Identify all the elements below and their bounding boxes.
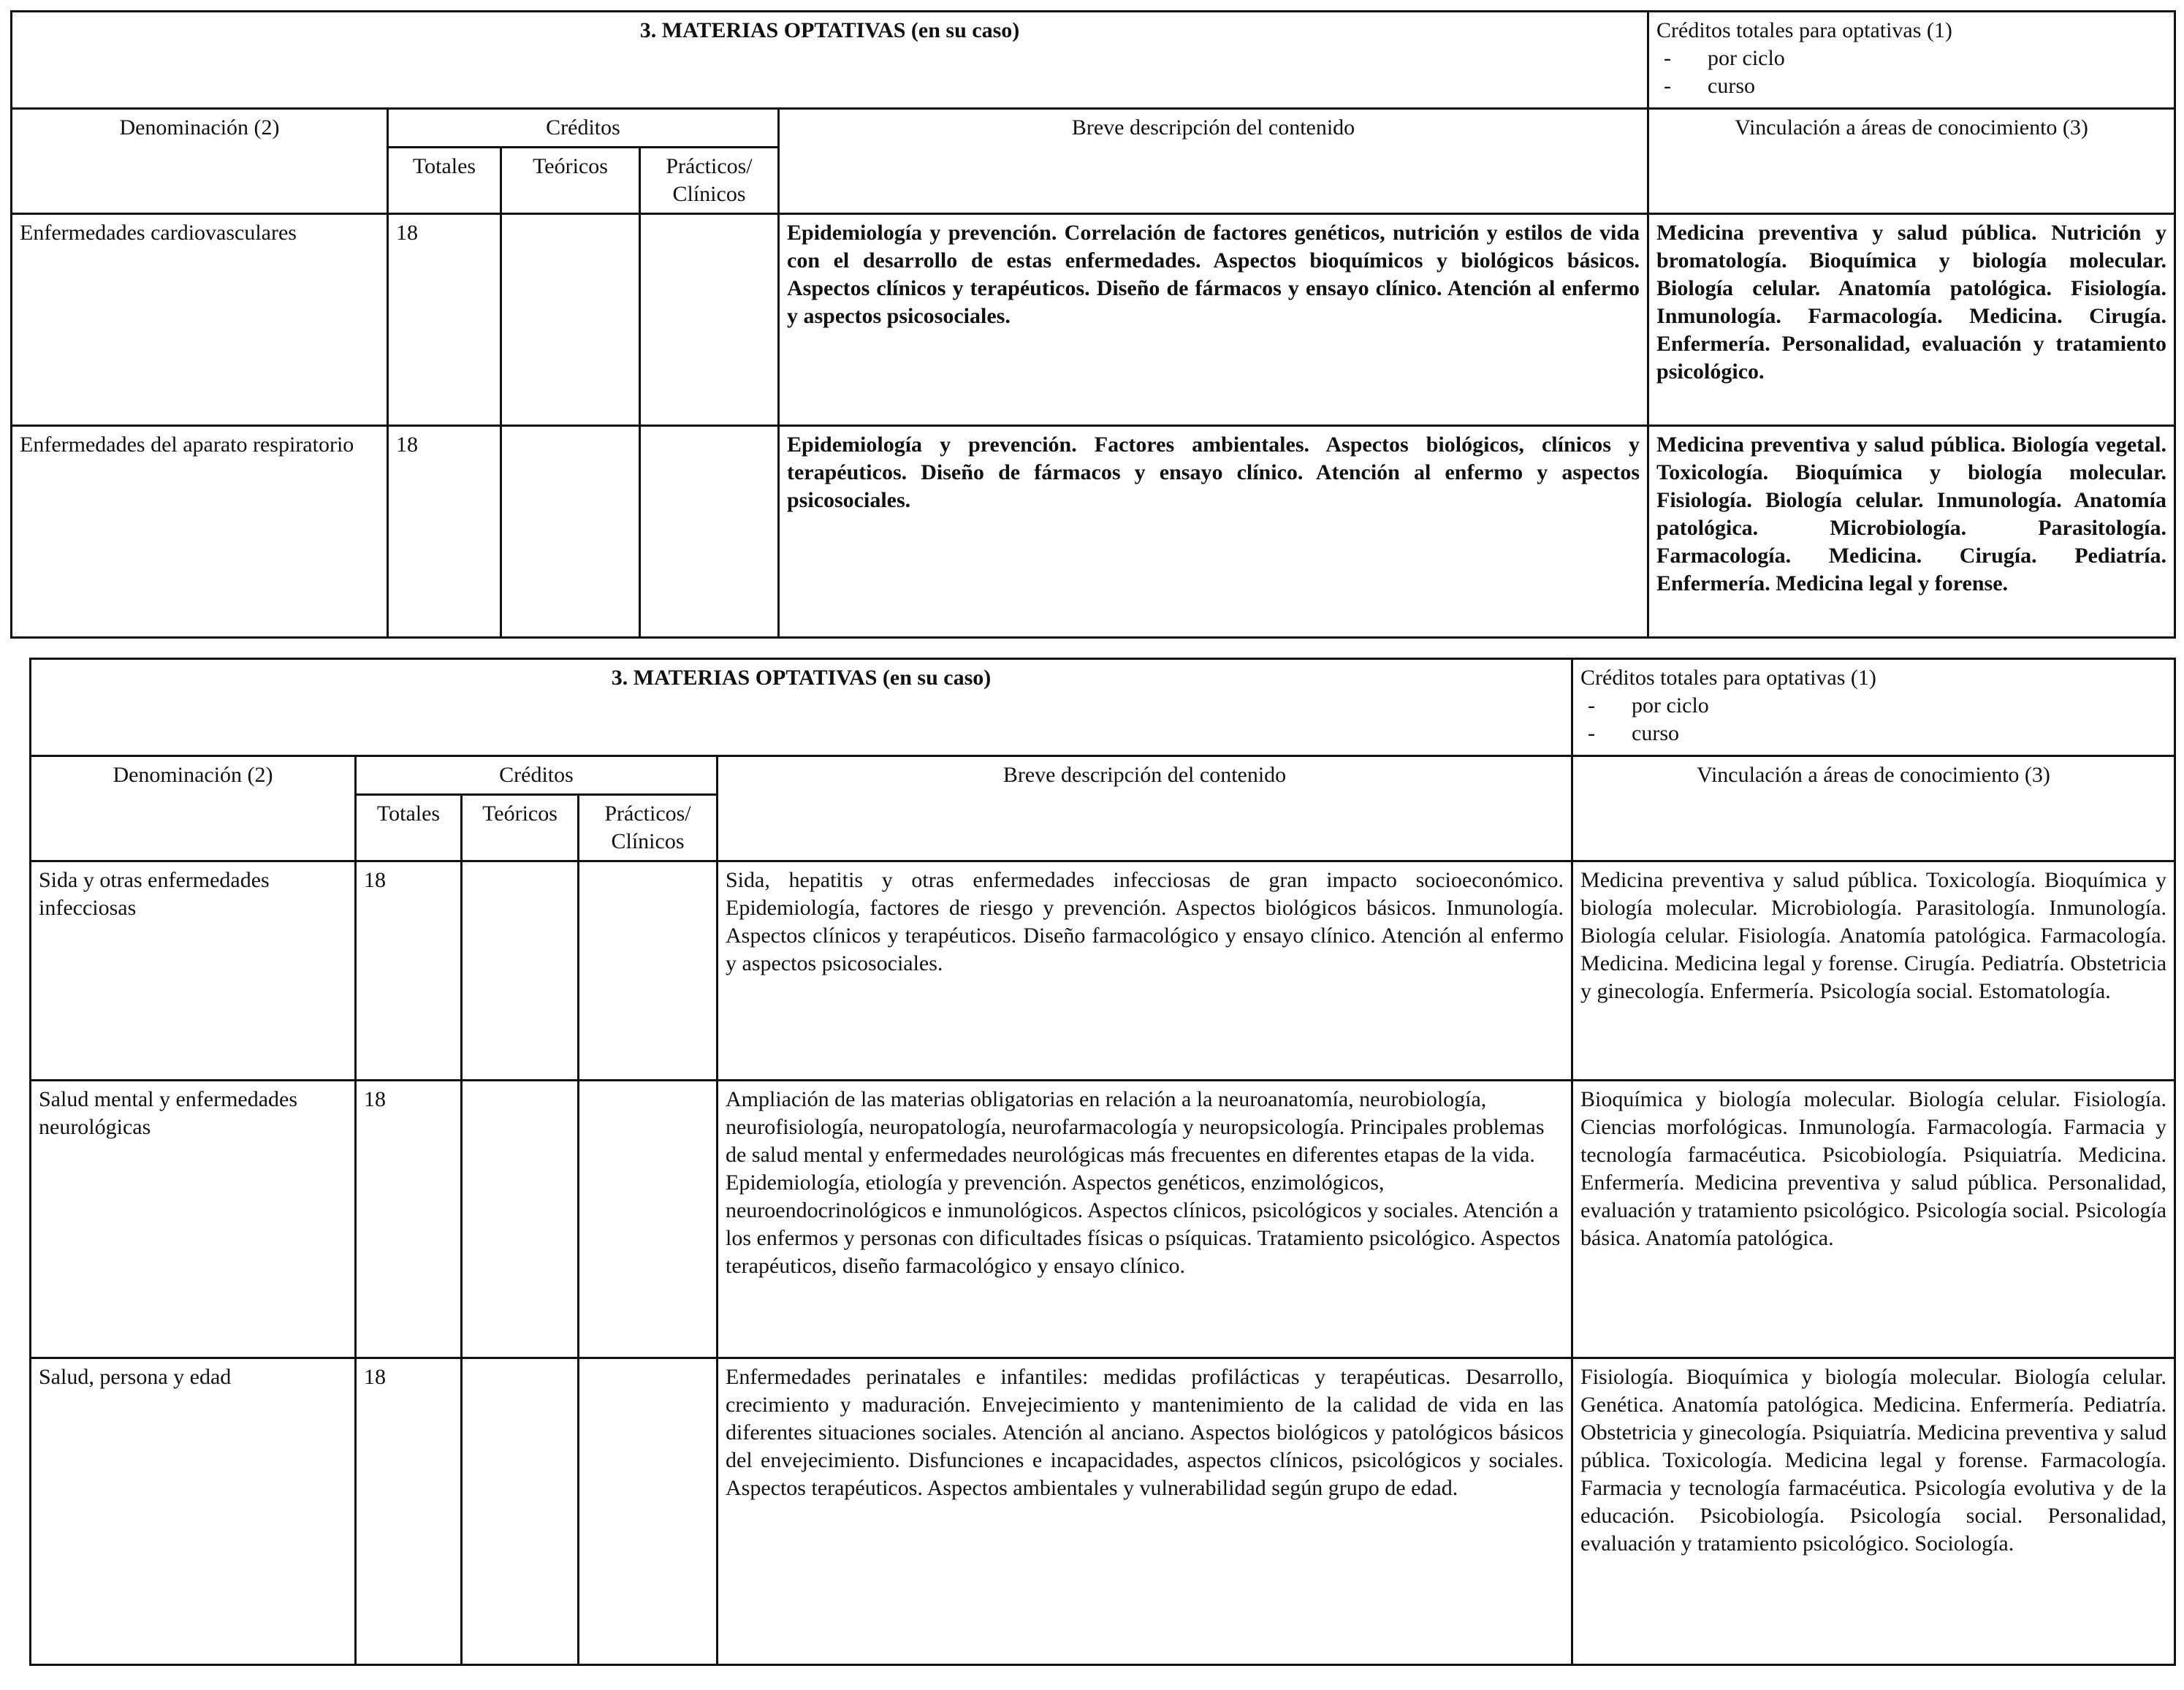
cell-teoricos xyxy=(462,861,579,1081)
header-practicos: Prácticos/ Clínicos xyxy=(640,148,779,214)
header-totales: Totales xyxy=(356,795,462,861)
cell-denominacion: Enfermedades del aparato respiratorio xyxy=(12,426,388,638)
cell-teoricos xyxy=(501,214,640,426)
table-row xyxy=(31,1358,2175,1665)
header-totales: Totales xyxy=(388,148,501,214)
cell-descripcion: Enfermedades perinatales e infantiles: medidas profilácticas y terapéuticas. Desarrollo, crecimiento y maduración. Envejecimiento y mantenimiento de la calidad de vida en las diferentes situaciones sociales. Atención al anciano. Aspectos biológicos y patológicos básicos del envejecimiento. Disfunciones e incapacidades, aspectos clínicos, psicológicos y sociales. Aspectos terapéuticos. Aspectos ambientales y vulnerabilidad según grupo de edad. xyxy=(718,1358,1572,1665)
cell-vinculacion: Medicina preventiva y salud pública. Nutrición y bromatología. Bioquímica y biología molecular. Biología celular. Anatomía patológica. Fisiología. Inmunología. Farmacología. Medicina. Cirugía. Enfermería. Personalidad, evaluación y tratamiento psicológico. xyxy=(1648,214,2175,426)
cell-denominacion: Salud mental y enfermedades neurológicas xyxy=(31,1081,356,1358)
cell-practicos xyxy=(579,1358,718,1665)
cell-descripcion: Ampliación de las materias obligatorias en relación a la neuroanatomía, neurobiología, neurofisiología, neuropatología, neurofarmacología y neuropsicología. Principales problemas de salud mental y enfermedades neurológicas más frecuentes en diferentes etapas de la vida. Epidemiología, etiología y prevención. Aspectos genéticos, enzimológicos, neuroendocrinológicos e inmunológicos. Aspectos clínicos, psicológicos y sociales. Atención a los enfermos y personas con dificultades físicas o psíquicas. Tratamiento psicológico. Aspectos terapéuticos, diseño farmacológico y ensayo clínico. xyxy=(718,1081,1572,1358)
cell-descripcion: Epidemiología y prevención. Factores ambientales. Aspectos biológicos, clínicos y terapéuticos. Diseño de fármacos y ensayo clínico. Atención al enfermo y aspectos psicosociales. xyxy=(779,426,1648,638)
cell-teoricos xyxy=(462,1081,579,1358)
optional-subjects-table-2 xyxy=(29,658,2176,1666)
credits-total-label: Créditos totales para optativas (1) xyxy=(1656,18,1952,42)
cell-teoricos xyxy=(501,426,640,638)
cell-vinculacion: Bioquímica y biología molecular. Biología celular. Fisiología. Ciencias morfológicas. Inmunología. Farmacología. Farmacia y tecnología farmacéutica. Psicobiología. Psiquiatría. Medicina. Enfermería. Medicina preventiva y salud pública. Personalidad, evaluación y tratamiento psicológico. Psicología social. Psicología básica. Anatomía patológica. xyxy=(1572,1081,2175,1358)
cell-denominacion: Sida y otras enfermedades infecciosas xyxy=(31,861,356,1081)
cell-totales: 18 xyxy=(356,861,462,1081)
header-practicos: Prácticos/ Clínicos xyxy=(579,795,718,861)
credits-total-item: - por ciclo xyxy=(1664,46,1785,70)
cell-vinculacion: Fisiología. Bioquímica y biología molecular. Biología celular. Genética. Anatomía patológica. Medicina. Enfermería. Pediatría. Obstetricia y ginecología. Psiquiatría. Medicina preventiva y salud pública. Toxicología. Medicina legal y forense. Farmacología. Farmacia y tecnología farmacéutica. Psicología evolutiva y de la educación. Psicobiología. Psicología social. Personalidad, evaluación y tratamiento psicológico. Sociología. xyxy=(1572,1358,2175,1665)
header-teoricos: Teóricos xyxy=(462,795,579,861)
cell-totales: 18 xyxy=(388,426,501,638)
cell-totales: 18 xyxy=(356,1081,462,1358)
cell-vinculacion: Medicina preventiva y salud pública. Toxicología. Bioquímica y biología molecular. Microbiología. Parasitología. Inmunología. Biología celular. Fisiología. Anatomía patológica. Farmacología. Medicina. Medicina legal y forense. Cirugía. Pediatría. Obstetricia y ginecología. Enfermería. Psicología social. Estomatología. xyxy=(1572,861,2175,1081)
header-vinculacion: Vinculación a áreas de conocimiento (3) xyxy=(1648,109,2175,214)
header-descripcion: Breve descripción del contenido xyxy=(718,756,1572,861)
cell-practicos xyxy=(640,214,779,426)
table-title: 3. MATERIAS OPTATIVAS (en su caso) xyxy=(31,659,1572,756)
header-vinculacion: Vinculación a áreas de conocimiento (3) xyxy=(1572,756,2175,861)
credits-total-item: - por ciclo xyxy=(1588,693,1709,718)
table-row xyxy=(12,426,2175,638)
credits-total-label: Créditos totales para optativas (1) xyxy=(1580,666,1876,690)
header-teoricos: Teóricos xyxy=(501,148,640,214)
table-row xyxy=(31,861,2175,1081)
cell-practicos xyxy=(640,426,779,638)
cell-practicos xyxy=(579,861,718,1081)
cell-descripcion: Epidemiología y prevención. Correlación de factores genéticos, nutrición y estilos de vida con el desarrollo de estas enfermedades. Aspectos bioquímicos y biológicos básicos. Aspectos clínicos y terapéuticos. Diseño de fármacos y ensayo clínico. Atención al enfermo y aspectos psicosociales. xyxy=(779,214,1648,426)
cell-denominacion: Salud, persona y edad xyxy=(31,1358,356,1665)
cell-teoricos xyxy=(462,1358,579,1665)
table-row xyxy=(31,1081,2175,1358)
credits-total-box xyxy=(1572,659,2175,756)
cell-practicos xyxy=(579,1081,718,1358)
header-creditos: Créditos xyxy=(388,109,779,148)
optional-subjects-table-1 xyxy=(10,10,2176,639)
credits-total-item: - curso xyxy=(1588,721,1679,745)
credits-total-box xyxy=(1648,12,2175,109)
cell-totales: 18 xyxy=(356,1358,462,1665)
cell-totales: 18 xyxy=(388,214,501,426)
header-denominacion: Denominación (2) xyxy=(12,109,388,214)
cell-denominacion: Enfermedades cardiovasculares xyxy=(12,214,388,426)
header-descripcion: Breve descripción del contenido xyxy=(779,109,1648,214)
cell-vinculacion: Medicina preventiva y salud pública. Biología vegetal. Toxicología. Bioquímica y biología molecular. Fisiología. Biología celular. Inmunología. Anatomía patológica. Microbiología. Parasitología. Farmacología. Medicina. Cirugía. Pediatría. Enfermería. Medicina legal y forense. xyxy=(1648,426,2175,638)
header-creditos: Créditos xyxy=(356,756,718,795)
cell-descripcion: Sida, hepatitis y otras enfermedades infecciosas de gran impacto socioeconómico. Epidemiología, factores de riesgo y prevención. Aspectos biológicos básicos. Inmunología. Aspectos clínicos y terapéuticos. Diseño farmacológico y ensayo clínico. Atención al enfermo y aspectos psicosociales. xyxy=(718,861,1572,1081)
header-denominacion: Denominación (2) xyxy=(31,756,356,861)
credits-total-item: - curso xyxy=(1664,74,1755,98)
table-title: 3. MATERIAS OPTATIVAS (en su caso) xyxy=(12,12,1648,109)
table-row xyxy=(12,214,2175,426)
